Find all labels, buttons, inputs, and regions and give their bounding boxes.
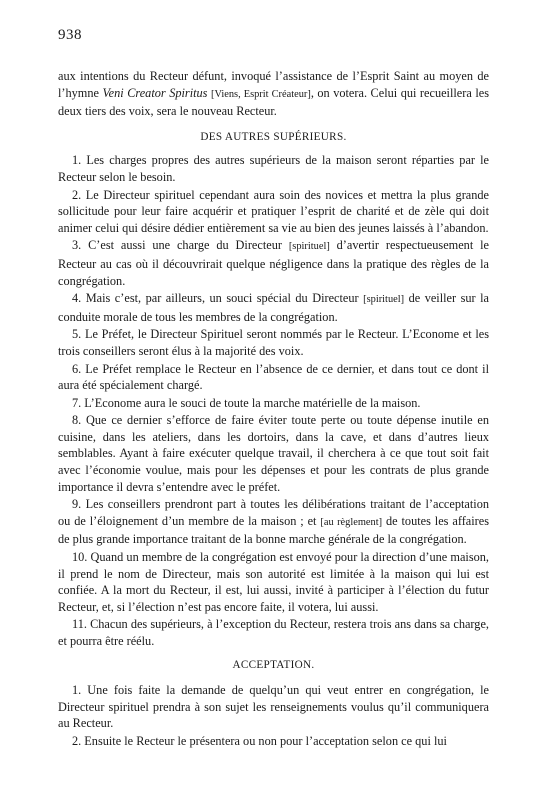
section-heading-autres-superieurs: DES AUTRES SUPÉRIEURS. bbox=[200, 130, 347, 143]
paragraph-4-text-end: de veiller sur la conduite morale de tous les membres de la congrégation. bbox=[58, 291, 489, 324]
paragraph-8: 8. Que ce dernier s’efforce de faire éviter toute perte ou toute dépense inutile en cuisine, dans les ateliers, dans les dortoirs, dans la cave, et dans d’autres lieux semblables. Ayant à faire exécuter quelque travail, il cherchera à ce que tout soit fait avec l’économie voulue, mais pour les dépenses et pour les contrats de plus grande importance il devra s’entendre avec le préfet. bbox=[58, 413, 489, 494]
paragraph-4-text-start: 4. Mais c’est, par ailleurs, un souci spécial du Directeur bbox=[72, 291, 364, 306]
paragraph-5: 5. Le Préfet, le Directeur Spirituel seront nommés par le Recteur. L’Econome et les trois conseillers seront élus à la majorité des voix. bbox=[58, 327, 489, 358]
page-number: 938 bbox=[58, 27, 82, 43]
paragraph-3-text-start: 3. C’est aussi une charge du Directeur bbox=[72, 238, 289, 253]
paragraph-7: 7. L’Econome aura le souci de toute la marche matérielle de la maison. bbox=[72, 395, 421, 410]
paragraph-3 bbox=[58, 237, 489, 289]
paragraph-9 bbox=[58, 496, 489, 548]
intro-text-end: , on votera. Celui qui recueillera les deux tiers des voix, sera le nouveau Recteur. bbox=[58, 85, 489, 119]
paragraph-9-text-end: de toutes les affaires de plus grande importance traitant de la bonne marche générale de la congrégation. bbox=[58, 513, 489, 547]
intro-paragraph bbox=[58, 68, 489, 120]
hymn-gloss: [Viens, Esprit Créateur] bbox=[211, 88, 311, 100]
section-heading-acceptation: ACCEPTATION. bbox=[232, 658, 315, 671]
paragraph-3-text-end: d’avertir respectueusement le Recteur au cas où il découvrirait quelque négligence dans la pratique des règles de la congrégation. bbox=[58, 238, 489, 288]
paragraph-6: 6. Le Préfet remplace le Recteur en l’absence de ce dernier, et dans tout ce dont il aura été spécialement chargé. bbox=[58, 361, 489, 393]
hymn-title: Veni Creator Spiritus bbox=[102, 85, 208, 100]
acceptation-paragraph-1: 1. Une fois faite la demande de quelqu’un qui veut entrer en congrégation, le Directeur spirituel prendra à son sujet les renseignements voulus qu’il communiquera au Recteur. bbox=[58, 683, 489, 731]
text-body bbox=[58, 68, 489, 751]
paragraph-2: 2. Le Directeur spirituel cependant aura soin des novices et mettra la plus grande sollicitude pour leur faire acquérir et pratiquer l’esprit de charité et de zèle qui doit animer celui qui désire dédier entièrement sa vie au bien des jeunes laissés à l’abandon. bbox=[58, 187, 489, 235]
paragraph-11: 11. Chacun des supérieurs, à l’exception du Recteur, restera trois ans dans sa charge, et pourra être réélu. bbox=[58, 617, 489, 648]
editorial-note: [spirituel] bbox=[363, 294, 405, 306]
paragraph-1: 1. Les charges propres des autres supérieurs de la maison seront réparties par le Recteur selon le besoin. bbox=[58, 153, 489, 184]
paragraph-9-text-start: 9. Les conseillers prendront part à toutes les délibérations traitant de l’acceptation ou de l’éloignement d’un membre de la maison ; et bbox=[58, 497, 489, 528]
intro-text-start: aux intentions du Recteur défunt, invoqué l’assistance de l’Esprit Saint au moyen de l’hymne bbox=[58, 69, 489, 100]
paragraph-10: 10. Quand un membre de la congrégation est envoyé pour la direction d’une maison, il prend le nom de Directeur, mais son autorité est limitée à la maison qui lui est confiée. A la mort du Recteur, il est, lui aussi, invité à participer à l’élection du futur Recteur, et, si l’élection n’est pas encore faite, il votera, lui aussi. bbox=[58, 550, 489, 614]
editorial-note: [spirituel] bbox=[288, 241, 330, 253]
editorial-note: [au règlement] bbox=[320, 516, 383, 528]
acceptation-paragraph-2: 2. Ensuite le Recteur le présentera ou non pour l’acceptation selon ce qui lui bbox=[72, 733, 447, 748]
paragraph-4 bbox=[58, 290, 489, 325]
